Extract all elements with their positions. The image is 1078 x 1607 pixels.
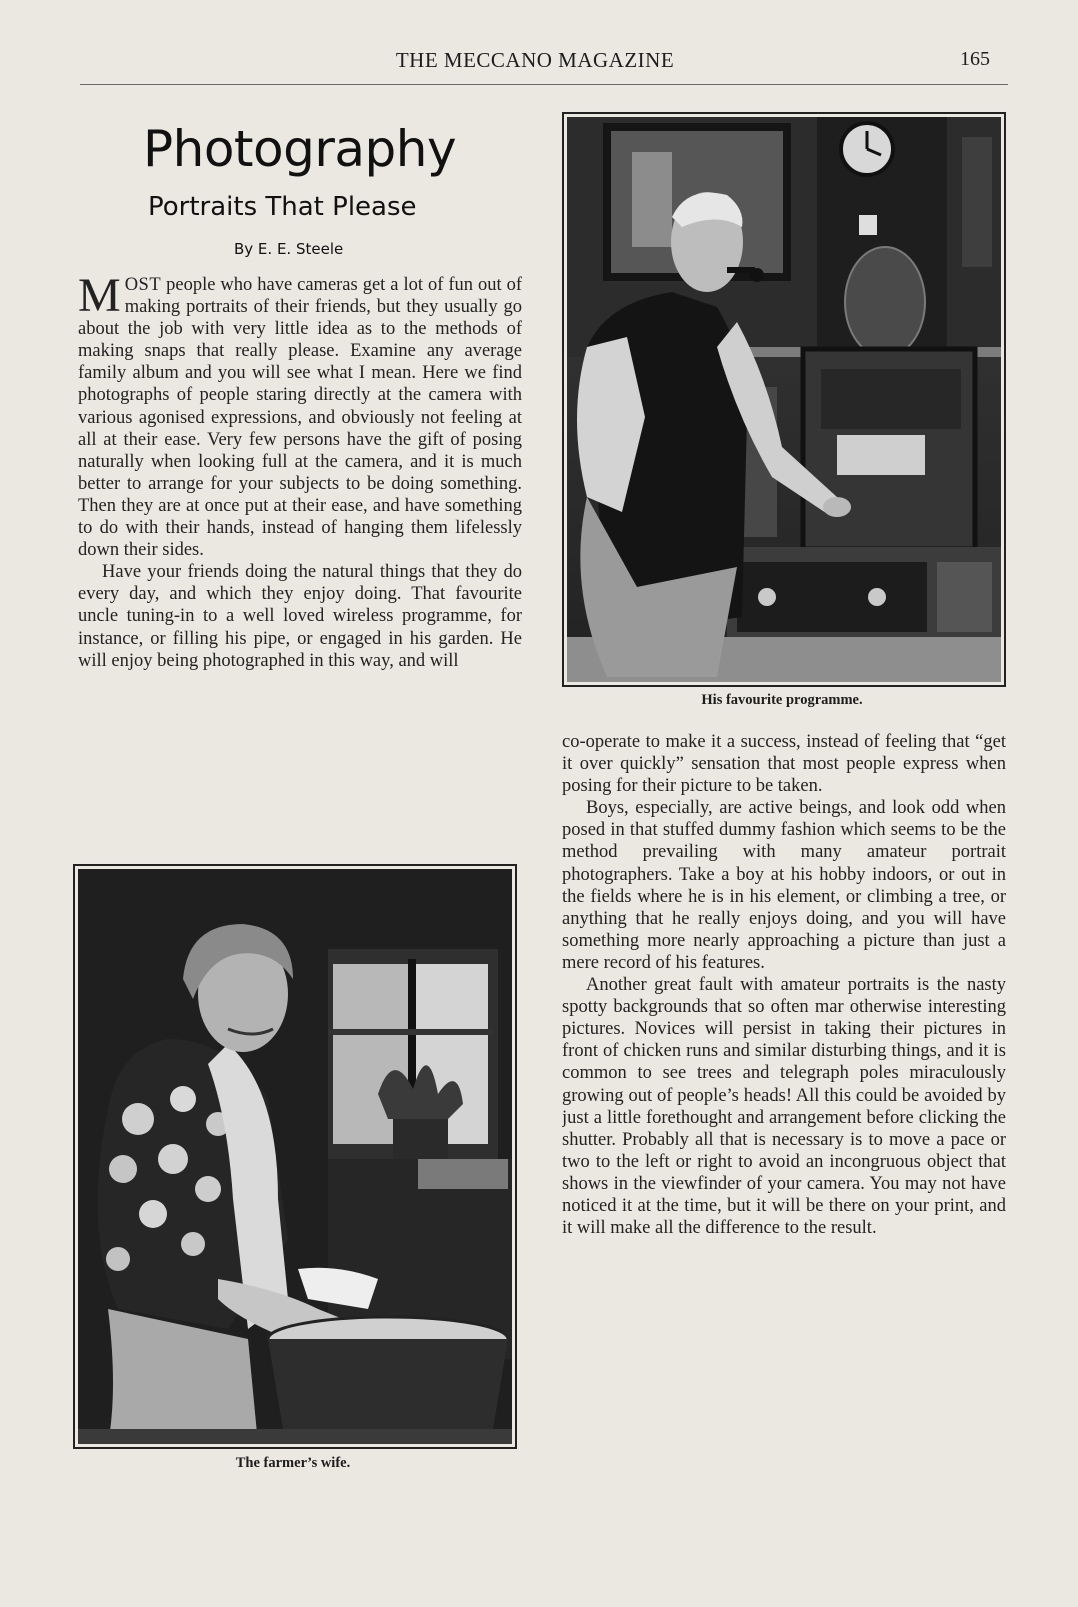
photo-farmers-wife: [78, 869, 512, 1444]
page-number: 165: [960, 48, 990, 70]
article-title: Photography: [143, 120, 457, 178]
header-rule: [80, 84, 1008, 85]
paragraph-text: people who have cameras get a lot of fun out of making portraits of their friends, but they usually go about the job with very little idea as to the methods of making snaps that really please. Examine any average family album and you will see what I mean. Here we find photographs of people staring directly at the camera with various agonised expressions, and obviously not feeling at all at their ease. Very few persons have the gift of posing naturally when looking full at the camera, and it is much better to arrange for your subjects to be doing something. Then they are at once put at their ease, and have something to do with their hands, instead of hanging them lifelessly down their sides.: [78, 275, 522, 561]
paragraph: Boys, especially, are active beings, and look odd when posed in that stuffed dummy fashion which seems to be the method prevailing with many amateur portrait photographers. Take a boy at his hobby indoors, or out in the fields where he is in his element, or climbing a tree, or anything that he really enjoys doing, and you will have something more nearly approaching a picture than just a mere record of his features.: [562, 798, 1006, 973]
paragraph: Have your friends doing the natural things that they do every day, and which they enjoy doing. That favourite uncle tuning-in to a well loved wireless programme, for instance, or filling his pipe, or engaged in his garden. He will enjoy being photographed in this way, and will: [78, 562, 522, 671]
drop-cap-rest: OST: [124, 275, 162, 295]
paragraph: Another great fault with amateur portraits is the nasty spotty backgrounds that so often mar otherwise interesting pictures. Novices will persist in taking their pictures in front of chicken runs and similar disturbing things, and it is common to see trees and telegraph poles miraculously growing out of people’s heads! All this could be avoided by just a little forethought and arrangement before clicking the shutter. Probably all that is necessary is to move a pace or two to the left or right to avoid an incongruous object that shows in the viewfinder of your camera. You may not have noticed it at the time, but it will be there on your print, and it will make all the difference to the result.: [562, 975, 1006, 1239]
article-byline: By E. E. Steele: [234, 240, 344, 258]
paragraph: [78, 274, 522, 561]
left-column: [78, 274, 522, 834]
article-subtitle: Portraits That Please: [148, 192, 417, 222]
photo-wife: [73, 864, 517, 1449]
running-title: THE MECCANO MAGAZINE: [395, 48, 675, 72]
photo-man-at-radio: [567, 117, 1001, 682]
running-head: [80, 48, 990, 78]
drop-cap: M: [78, 274, 121, 322]
photo-radio: [562, 112, 1006, 687]
right-column: [562, 731, 1006, 1471]
caption-radio: His favourite programme.: [701, 692, 863, 708]
caption-wife: The farmer’s wife.: [235, 1455, 351, 1471]
paragraph: co-operate to make it a success, instead of feeling that “get it over quickly” sensation that most people express when posing for their picture to be taken.: [562, 732, 1006, 797]
